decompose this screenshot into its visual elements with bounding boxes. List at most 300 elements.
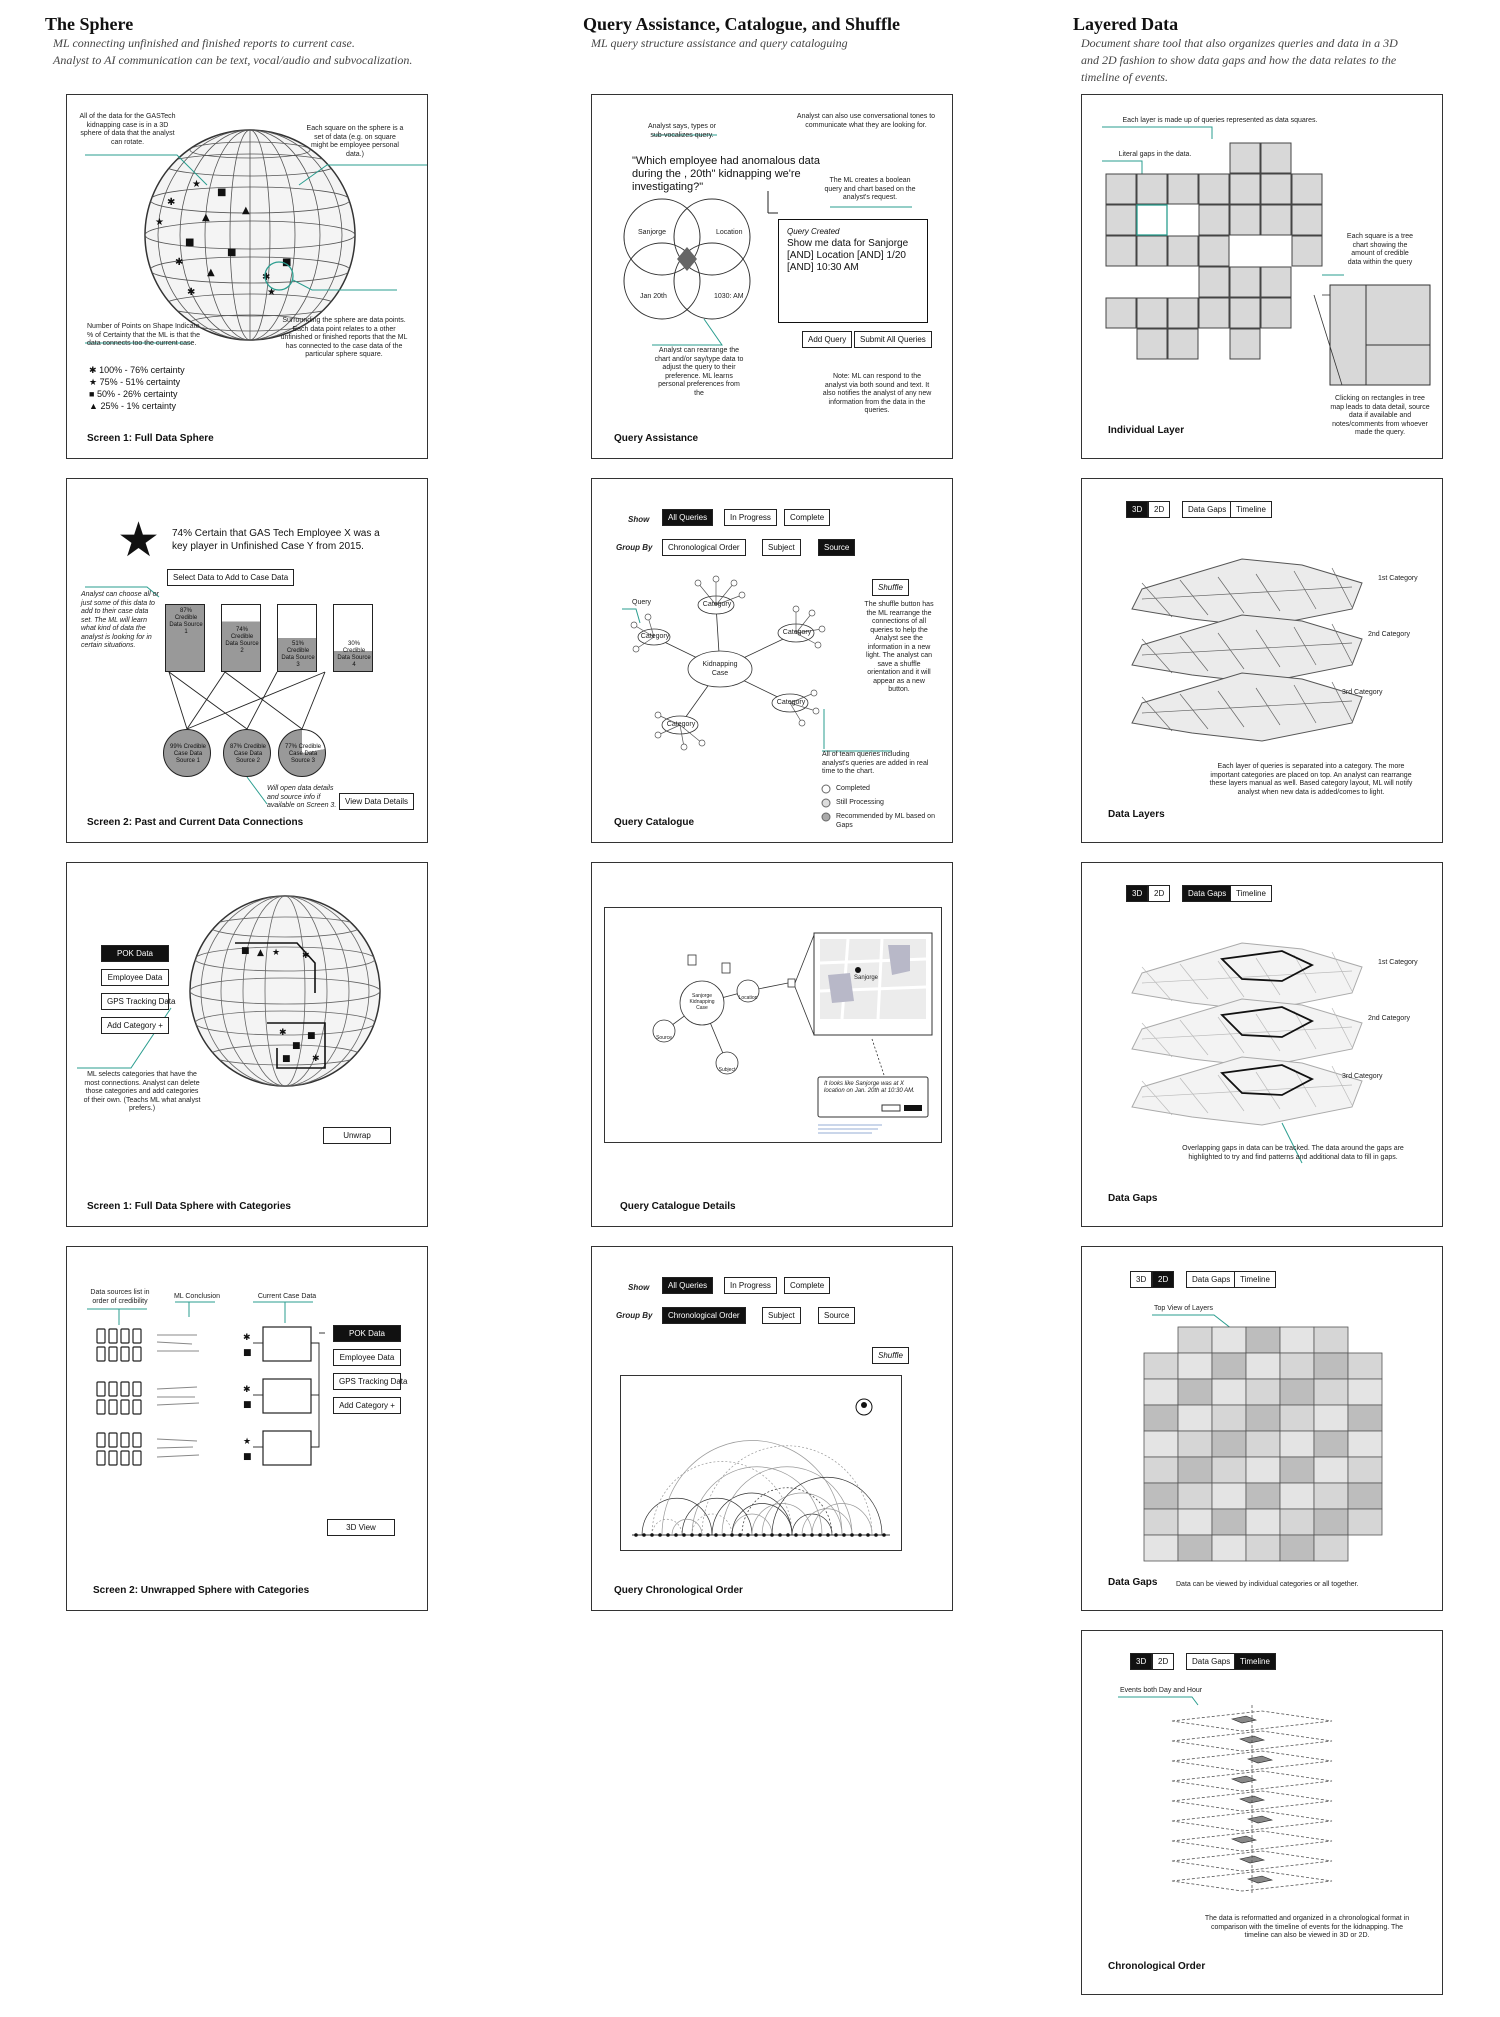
tab-all-queries[interactable]: All Queries (662, 1277, 713, 1294)
top-view-cell (1212, 1405, 1246, 1431)
top-view-cell (1212, 1353, 1246, 1379)
note-top-view: Top View of Layers (1154, 1305, 1214, 1312)
timeline-point (770, 1533, 774, 1537)
query-arc (752, 1504, 812, 1536)
top-view-cell (1314, 1457, 1348, 1483)
top-view-cell (1246, 1405, 1280, 1431)
top-view-cell (1144, 1483, 1178, 1509)
tab-data-gaps[interactable]: Data Gaps (1182, 885, 1232, 902)
data-square (1292, 236, 1322, 266)
note-data-layers: Each layer of queries is separated into a category. The more important categories are placed on top. An analyst can rearrange these layers manual as well. Based category layout, ML will notify analyst when new data is added/comes to light. (1209, 763, 1413, 796)
timeline-point (786, 1533, 790, 1537)
note-conversational-tone: Analyst can also use conversational tones to communicate what they are looking for. (796, 113, 936, 129)
arc-diagram[interactable] (592, 1247, 953, 1611)
top-view-cell (1178, 1431, 1212, 1457)
note-choose-data: Analyst can choose all or just some of this data to add to their case data set. The ML will learn what kind of data the analyst is looking for in certain situations. (81, 591, 159, 649)
top-view-cell (1246, 1535, 1280, 1561)
category-layer (1132, 673, 1362, 741)
group-chronological[interactable]: Chronological Order (662, 539, 746, 556)
tab-in-progress[interactable]: In Progress (724, 509, 777, 526)
top-view-cell (1246, 1483, 1280, 1509)
panel-query-catalogue-details (591, 862, 953, 1227)
timeline-point (674, 1533, 678, 1537)
data-square (1261, 205, 1291, 235)
svg-text:✱: ✱ (302, 951, 310, 961)
data-square (1230, 143, 1260, 173)
layer-label-3: 3rd Category (1342, 689, 1383, 696)
submit-all-queries-button[interactable]: Submit All Queries (854, 331, 932, 348)
category-sphere-illustration[interactable] (67, 863, 428, 1227)
data-square (1230, 267, 1260, 297)
svg-text:■: ■ (282, 1054, 291, 1064)
top-view-cell (1246, 1457, 1280, 1483)
tab-in-progress[interactable]: In Progress (724, 1277, 777, 1294)
select-data-button[interactable]: Select Data to Add to Case Data (167, 569, 294, 586)
top-view-cell (1348, 1457, 1382, 1483)
timeline-point (802, 1533, 806, 1537)
query-arc (672, 1519, 702, 1535)
note-ml-boolean: The ML creates a boolean query and chart based on the analyst's request. (824, 177, 916, 201)
note-click-rectangles: Clicking on rectangles in tree map leads to data detail, source data if available and notes/comments from whoever made the query. (1330, 395, 1430, 436)
svg-text:✱: ✱ (167, 197, 176, 208)
svg-text:✱: ✱ (187, 287, 196, 298)
top-view-cell (1314, 1509, 1348, 1535)
category-employee-data[interactable]: Employee Data (101, 969, 169, 986)
data-square (1230, 174, 1260, 204)
layer-label-1: 1st Category (1378, 575, 1418, 582)
panel-caption: Screen 1: Full Data Sphere with Categories (87, 1201, 291, 1212)
timeline-point (866, 1533, 870, 1537)
top-view-cell (1178, 1405, 1212, 1431)
svg-text:■: ■ (307, 1031, 316, 1041)
tab-timeline[interactable]: Timeline (1230, 501, 1272, 518)
head-current-case: Current Case Data (257, 1293, 317, 1300)
svg-text:★: ★ (243, 1437, 252, 1447)
asterisk-icon: ✱ (89, 365, 97, 375)
timeline-point (826, 1533, 830, 1537)
column-header-layered (1073, 14, 1483, 86)
timeline-point (858, 1533, 862, 1537)
timeline-point (714, 1533, 718, 1537)
map-label: Sanjorge (854, 975, 879, 981)
data-square (1168, 236, 1198, 266)
source-box-2[interactable]: 74% Credible Data Source 2 (221, 604, 261, 672)
timeline-point (794, 1533, 798, 1537)
top-view-cell (1246, 1379, 1280, 1405)
tab-3d[interactable]: 3D (1126, 885, 1148, 902)
group-source[interactable]: Source (818, 539, 855, 556)
data-square (1199, 267, 1229, 297)
tab-timeline[interactable]: Timeline (1230, 885, 1272, 902)
spoken-query-text: "Which employee had anomalous data during the , 20th" kidnapping we're investigating?" (632, 155, 820, 193)
venn-label-time: 1030: AM (714, 293, 744, 300)
query-label: Query (632, 599, 652, 606)
svg-text:✱: ✱ (243, 1333, 251, 1343)
note-view-categories: Data can be viewed by individual categories or all together. (1176, 1581, 1359, 1588)
shuffle-button[interactable]: Shuffle (872, 579, 909, 596)
top-view-cell (1348, 1509, 1382, 1535)
view-data-details-button[interactable]: View Data Details (339, 793, 414, 810)
panel-caption: Data Gaps (1108, 1577, 1158, 1588)
svg-text:✱: ✱ (312, 1054, 320, 1064)
tab-complete[interactable]: Complete (784, 1277, 830, 1294)
timeline-point (690, 1533, 694, 1537)
column-subtitle-line: Analyst to AI communication can be text, vocal/audio and subvocalization. (53, 53, 413, 67)
svg-text:▲: ▲ (257, 948, 264, 958)
show-label: Show (628, 1283, 650, 1292)
column-subtitle-line: and 2D fashion to show data gaps and how the data relates to the (1081, 53, 1397, 67)
top-view-cell (1314, 1327, 1348, 1353)
column-header-sphere (45, 14, 465, 69)
column-title: The Sphere (45, 14, 134, 34)
data-square (1230, 329, 1260, 359)
timeline-point (634, 1533, 638, 1537)
data-square (1168, 174, 1198, 204)
data-square (1261, 174, 1291, 204)
top-view-cell (1280, 1379, 1314, 1405)
panel-query-assistance (591, 94, 953, 459)
category-gps-tracking-data[interactable]: GPS Tracking Data (101, 993, 169, 1010)
legend-row-4: ▲ 25% - 1% certainty (89, 401, 176, 411)
top-view-grid[interactable] (1082, 1247, 1443, 1611)
tab-all-queries[interactable]: All Queries (662, 509, 713, 526)
top-view-cell (1178, 1483, 1212, 1509)
query-arc (652, 1519, 682, 1535)
source-box-3[interactable]: 51% Credible Data Source 3 (277, 604, 317, 672)
note-sphere-rotate: All of the data for the GASTech kidnapping case is in a 3D sphere of data that the analyst can rotate. (79, 113, 176, 146)
tab-timeline[interactable]: Timeline (1234, 1271, 1276, 1288)
column-subtitle-line: ML query structure assistance and query cataloguing (591, 36, 848, 50)
svg-text:✱: ✱ (243, 1385, 251, 1395)
column-title: Layered Data (1073, 14, 1179, 34)
svg-text:✱: ✱ (175, 257, 184, 268)
status-processing: Still Processing (836, 799, 884, 806)
top-view-cell (1348, 1353, 1382, 1379)
timeline-point (882, 1533, 886, 1537)
query-arc (762, 1493, 842, 1535)
tab-data-gaps[interactable]: Data Gaps (1186, 1653, 1236, 1670)
top-view-cell (1212, 1327, 1246, 1353)
top-view-cell (1144, 1509, 1178, 1535)
legend-row-1: ✱ 100% - 76% certainty (89, 365, 185, 375)
note-ml-respond: Note: ML can respond to the analyst via both sound and text. It also notifies the analyst of any new information from the data in the queries. (822, 373, 932, 414)
top-view-cell (1178, 1509, 1212, 1535)
top-view-cell (1348, 1431, 1382, 1457)
top-view-cell (1212, 1509, 1246, 1535)
note-events-day-hour: Events both Day and Hour (1120, 1687, 1203, 1694)
panel-caption: Query Chronological Order (614, 1585, 743, 1596)
source-box-4[interactable]: 30% Credible Data Source 4 (333, 604, 373, 672)
top-view-cell (1178, 1457, 1212, 1483)
timeline-point (850, 1533, 854, 1537)
note-literal-gaps: Literal gaps in the data. (1118, 151, 1192, 158)
top-view-cell (1246, 1509, 1280, 1535)
timeline-point (834, 1533, 838, 1537)
top-view-cell (1280, 1535, 1314, 1561)
layer-label-1: 1st Category (1378, 959, 1418, 966)
data-square (1230, 205, 1260, 235)
panel-data-gaps-2d (1081, 1246, 1443, 1611)
group-source[interactable]: Source (818, 1307, 855, 1324)
panel-caption: Query Catalogue Details (620, 1201, 736, 1212)
group-by-label: Group By (616, 1311, 653, 1320)
details-node-location: Location (738, 995, 758, 1001)
category-layer (1132, 999, 1362, 1067)
legend-row-2: ★ 75% - 51% certainty (89, 377, 181, 387)
data-square (1261, 143, 1291, 173)
category-employee-data[interactable]: Employee Data (333, 1349, 401, 1366)
svg-text:■: ■ (292, 1041, 301, 1051)
node-category: Category (782, 629, 812, 636)
tab-data-gaps[interactable]: Data Gaps (1186, 1271, 1236, 1288)
svg-text:■: ■ (243, 1400, 252, 1410)
tab-2d[interactable]: 2D (1148, 885, 1170, 902)
timeline-point (698, 1533, 702, 1537)
top-view-cell (1144, 1353, 1178, 1379)
svg-text:■: ■ (241, 946, 250, 956)
tab-2d[interactable]: 2D (1152, 1653, 1174, 1670)
center-node-label: Kidnapping Case (702, 661, 738, 677)
panel-query-catalogue (591, 478, 953, 843)
query-line: [AND] 10:30 AM (787, 262, 859, 273)
svg-text:■: ■ (282, 257, 292, 268)
data-square (1106, 298, 1136, 328)
timeline-point (738, 1533, 742, 1537)
top-view-cell (1144, 1379, 1178, 1405)
layer-label-3: 3rd Category (1342, 1073, 1383, 1080)
top-view-cell (1212, 1379, 1246, 1405)
top-view-cell (1348, 1483, 1382, 1509)
data-square (1261, 298, 1291, 328)
timeline-point (842, 1533, 846, 1537)
timeline-point (730, 1533, 734, 1537)
square-icon: ■ (89, 389, 95, 399)
note-tree-chart: Each square is a tree chart showing the amount of credible data within the query (1346, 233, 1414, 266)
tab-3d[interactable]: 3D (1130, 1271, 1152, 1288)
tab-data-gaps[interactable]: Data Gaps (1182, 501, 1232, 518)
node-category: Category (666, 721, 696, 728)
data-square (1137, 236, 1167, 266)
timeline-point (650, 1533, 654, 1537)
top-view-cell (1178, 1535, 1212, 1561)
svg-text:✱: ✱ (262, 272, 271, 283)
venn-label-sanjorge: Sanjorge (638, 229, 667, 236)
panel-caption: Screen 2: Unwrapped Sphere with Categories (93, 1585, 310, 1596)
timeline-point (706, 1533, 710, 1537)
category-layer (1132, 1057, 1362, 1125)
node-category: Category (776, 699, 806, 706)
category-pok-data[interactable]: POK Data (101, 945, 169, 962)
panel-caption: Query Assistance (614, 433, 699, 444)
tab-3d[interactable]: 3D (1130, 1653, 1152, 1670)
data-square (1292, 205, 1322, 235)
top-view-cell (1280, 1509, 1314, 1535)
timeline-point (818, 1533, 822, 1537)
data-gap (1137, 205, 1167, 235)
svg-text:★: ★ (267, 287, 276, 298)
panel-data-gaps-3d (1081, 862, 1443, 1227)
svg-text:★: ★ (272, 948, 281, 958)
timeline-point (754, 1533, 758, 1537)
timeline-point (666, 1533, 670, 1537)
panel-individual-layer (1081, 94, 1443, 459)
tab-complete[interactable]: Complete (784, 509, 830, 526)
query-arc (722, 1467, 852, 1535)
shuffle-button[interactable]: Shuffle (872, 1347, 909, 1364)
unwrap-button[interactable]: Unwrap (323, 1127, 391, 1144)
column-title: Query Assistance, Catalogue, and Shuffle (583, 14, 901, 34)
top-view-cell (1280, 1327, 1314, 1353)
top-view-cell (1314, 1379, 1348, 1405)
timeline-point (874, 1533, 878, 1537)
query-line: Show me data for Sanjorge (787, 238, 909, 249)
top-view-cell (1178, 1353, 1212, 1379)
svg-text:■: ■ (217, 187, 227, 198)
data-square (1230, 298, 1260, 328)
timeline-point (746, 1533, 750, 1537)
tab-timeline[interactable]: Timeline (1234, 1653, 1276, 1670)
tab-2d[interactable]: 2D (1152, 1271, 1174, 1288)
details-node-source: Source (656, 1035, 672, 1041)
top-view-cell (1314, 1483, 1348, 1509)
case-circle-2[interactable]: 87% Credible Case Data Source 2 (223, 729, 271, 777)
panel-caption: Screen 1: Full Data Sphere (87, 433, 214, 444)
head-ml-conclusion: ML Conclusion (173, 1293, 221, 1300)
note-rearrange: Analyst can rearrange the chart and/or say/type data to adjust the query to their preference. ML learns personal preferences from the (654, 347, 744, 397)
details-node-subject: Subject (718, 1067, 736, 1073)
category-pok-data[interactable]: POK Data (333, 1325, 401, 1342)
layer-label-2: 2nd Category (1368, 1015, 1411, 1022)
group-subject[interactable]: Subject (762, 1307, 801, 1324)
timeline-point (810, 1533, 814, 1537)
svg-text:▲: ▲ (207, 267, 215, 278)
data-square (1137, 174, 1167, 204)
group-by-label: Group By (616, 543, 653, 552)
top-view-cell (1246, 1431, 1280, 1457)
top-view-cell (1314, 1535, 1348, 1561)
node-category: Category (702, 601, 732, 608)
group-chronological[interactable]: Chronological Order (662, 1307, 746, 1324)
data-square (1199, 205, 1229, 235)
top-view-cell (1144, 1535, 1178, 1561)
tab-3d[interactable]: 3D (1126, 501, 1148, 518)
tab-2d[interactable]: 2D (1148, 501, 1170, 518)
panel-caption: Screen 2: Past and Current Data Connections (87, 817, 304, 828)
timeline-point (762, 1533, 766, 1537)
top-view-cell (1212, 1457, 1246, 1483)
query-arc (772, 1477, 882, 1535)
star-icon: ★ (89, 377, 98, 387)
top-view-cell (1280, 1483, 1314, 1509)
group-subject[interactable]: Subject (762, 539, 801, 556)
note-shuffle: The shuffle button has the ML rearrange the connections of all queries to help the Analyst see the information in a new light. The analyst can save a shuffle orientation and it will appear as a new button. (864, 601, 934, 693)
top-view-cell (1178, 1379, 1212, 1405)
status-recommended: Recommended by ML based on Gaps (836, 813, 935, 829)
svg-text:✱: ✱ (279, 1028, 287, 1038)
column-header-query (583, 14, 1003, 52)
note-analyst-says: Analyst says, types or sub-vocalizes query. (647, 123, 717, 139)
data-square (1199, 174, 1229, 204)
top-view-cell (1178, 1327, 1212, 1353)
top-view-cell (1212, 1483, 1246, 1509)
note-overlapping-gaps: Overlapping gaps in data can be tracked. The data around the gaps are highlighted to try and find patterns and additional data to fill in gaps. (1182, 1145, 1404, 1161)
top-view-cell (1246, 1353, 1280, 1379)
case-circle-3[interactable]: 77% Credible Case Data Source 3 (278, 729, 326, 777)
top-view-cell (1348, 1379, 1382, 1405)
panel-chronological-order (1081, 1630, 1443, 1995)
svg-text:▲: ▲ (202, 212, 210, 223)
query-arc (692, 1467, 822, 1535)
timeline-point (682, 1533, 686, 1537)
data-square (1137, 298, 1167, 328)
svg-text:■: ■ (227, 247, 237, 258)
legend-intro: Number of Points on Shape Indicate % of Certainty that the ML is that the data connects too the current case. (87, 323, 200, 347)
3d-view-button[interactable]: 3D View (327, 1519, 395, 1536)
certainty-claim: 74% Certain that GAS Tech Employee X was a key player in Unfinished Case Y from 2015. (172, 528, 380, 552)
query-line: [AND] Location [AND] 1/20 (787, 250, 906, 261)
top-view-cell (1144, 1457, 1178, 1483)
panel-caption: Chronological Order (1108, 1961, 1206, 1972)
head-sources: Data sources list in order of credibility (90, 1289, 150, 1305)
svg-text:■: ■ (243, 1348, 252, 1358)
popup-text: It looks like Sanjorge was at X location on Jan. 20th at 10:30 AM. (824, 1081, 915, 1094)
star-icon: ★ (117, 514, 161, 567)
add-query-button[interactable]: Add Query (802, 331, 852, 348)
venn-label-location: Location (716, 229, 743, 236)
add-category-button[interactable]: Add Category + (333, 1397, 401, 1414)
data-square (1106, 205, 1136, 235)
panel-data-connections (66, 478, 428, 843)
column-subtitle-line: timeline of events. (1081, 70, 1168, 84)
data-square (1292, 174, 1322, 204)
top-view-cell (1314, 1405, 1348, 1431)
data-square (1261, 267, 1291, 297)
panel-unwrapped-sphere (66, 1246, 428, 1611)
status-completed: Completed (836, 785, 870, 792)
data-square (1106, 236, 1136, 266)
top-view-cell (1212, 1431, 1246, 1457)
details-network[interactable] (592, 863, 953, 1227)
note-chronological: The data is reformatted and organized in a chronological format in comparison with the timeline of events for the kidnapping. The timeline can also be viewed in 3D or 2D. (1204, 1915, 1410, 1939)
category-gps-tracking-data[interactable]: GPS Tracking Data (333, 1373, 401, 1390)
query-created-box (778, 219, 928, 323)
timeline-point (658, 1533, 662, 1537)
show-label: Show (628, 515, 650, 524)
svg-text:★: ★ (155, 217, 164, 228)
top-view-cell (1314, 1431, 1348, 1457)
column-subtitle-line: Document share tool that also organizes queries and data in a 3D (1081, 36, 1398, 50)
panel-caption: Data Layers (1108, 809, 1165, 820)
add-category-button[interactable]: Add Category + (101, 1017, 169, 1034)
layer-label-2: 2nd Category (1368, 631, 1411, 638)
gap-layers[interactable] (1082, 863, 1443, 1227)
top-view-cell (1212, 1535, 1246, 1561)
panel-full-data-sphere (66, 94, 428, 459)
top-view-cell (1314, 1353, 1348, 1379)
case-circle-1[interactable]: 99% Credible Case Data Source 1 (163, 729, 211, 777)
column-subtitle-line: ML connecting unfinished and finished reports to current case. (53, 36, 355, 50)
note-open-details: Will open data details and source info if available on Screen 3. (267, 785, 337, 809)
note-square-meaning: Each square on the sphere is a set of data (e.g. on square might be employee personal data.) (306, 125, 404, 158)
data-square (1199, 236, 1229, 266)
panel-sphere-categories (66, 862, 428, 1227)
note-data-points: Surrounding the sphere are data points. Each data point relates to a other unfinished or finished reports that the ML has connected to the case data of the particular sphere square. (280, 317, 408, 358)
data-square (1137, 329, 1167, 359)
svg-text:■: ■ (185, 237, 195, 248)
panel-caption: Data Gaps (1108, 1193, 1158, 1204)
note-layer-squares: Each layer is made up of queries represented as data squares. (1122, 117, 1318, 124)
source-box-1[interactable]: 87% Credible Data Source 1 (165, 604, 205, 672)
